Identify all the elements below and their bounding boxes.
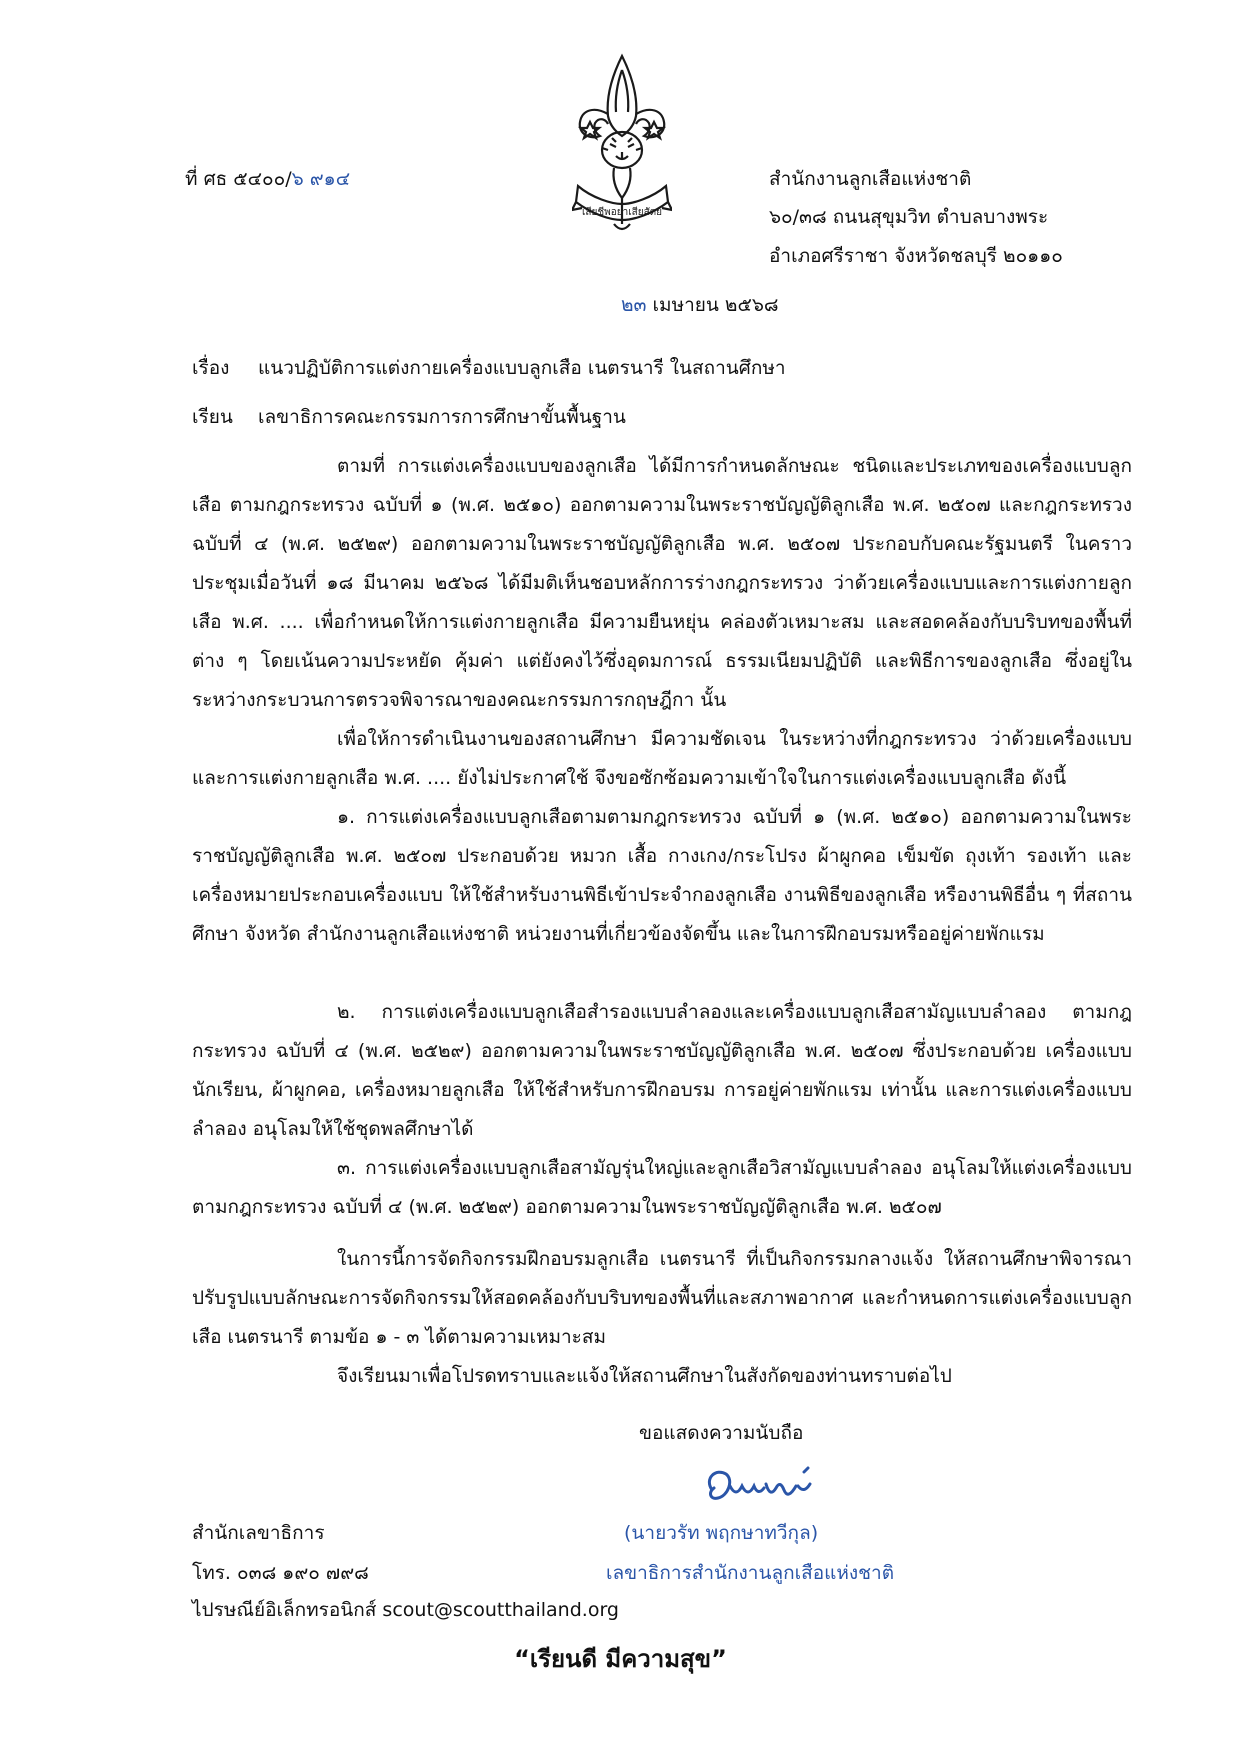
body-item-3: ๓. การแต่งเครื่องแบบลูกเสือสามัญรุ่นใหญ่และลูกเสือวิสามัญแบบลำลอง อนุโลมให้แต่งเครื่องแบบตามกฎกระทรวง ฉบับที่ ๔ (พ.ศ. ๒๕๒๙) ออกตามความในพระราชบัญญัติลูกเสือ พ.ศ. ๒๕๐๗ <box>192 1157 1132 1218</box>
contact-office: สำนักเลขาธิการ <box>192 1522 325 1544</box>
signer-title: เลขาธิการสำนักงานลูกเสือแห่งชาติ <box>606 1562 895 1584</box>
date-month-year: เมษายน ๒๕๖๘ <box>646 294 779 316</box>
reference-prefix: ที่ ศธ ๕๔๐๐/ <box>185 168 292 190</box>
body-paragraph-3: ในการนี้การจัดกิจกรรมฝึกอบรมลูกเสือ เนตรนารี ที่เป็นกิจกรรมกลางแจ้ง ให้สถานศึกษาพิจารณาปรับรูปแบบลักษณะการจัดกิจกรรมให้สอดคล้องกับบริบทของพื้นที่และสภาพอากาศ และกำหนดการแต่งเครื่องแบบลูกเสือ เนตรนารี ตามข้อ ๑ - ๓ ได้ตามความเหมาะสม <box>192 1248 1132 1348</box>
signer-name: (นายวรัท พฤกษาทวีกุล) <box>624 1522 819 1544</box>
reference-number <box>185 166 350 192</box>
handwritten-signature <box>700 1460 830 1520</box>
recipient-text: เลขาธิการคณะกรรมการการศึกษาขั้นพื้นฐาน <box>258 406 626 428</box>
body-item-1: ๑. การแต่งเครื่องแบบลูกเสือตามตามกฎกระทรวง ฉบับที่ ๑ (พ.ศ. ๒๕๑๐) ออกตามความในพระราชบัญญัติลูกเสือ พ.ศ. ๒๕๐๗ ประกอบด้วย หมวก เสื้อ กางเกง/กระโปรง ผ้าผูกคอ เข็มขัด ถุงเท้า รองเท้า และเครื่องหมายประกอบเครื่องแบบ ให้ใช้สำหรับงานพิธีเข้าประจำกองลูกเสือ งานพิธีของลูกเสือ หรืองานพิธีอื่น ๆ ที่สถานศึกษา จังหวัด สำนักงานลูกเสือแห่งชาติ หน่วยงานที่เกี่ยวข้องจัดขึ้น และในการฝึกอบรมหรืออยู่ค่ายพักแรม <box>192 806 1132 945</box>
subject-text: แนวปฏิบัติการแต่งกายเครื่องแบบลูกเสือ เนตรนารี ในสถานศึกษา <box>258 357 786 379</box>
salutation: ขอแสดงความนับถือ <box>639 1422 804 1444</box>
body-paragraph-1: ตามที่ การแต่งเครื่องแบบของลูกเสือ ได้มีการกำหนดลักษณะ ชนิดและประเภทของเครื่องแบบลูกเสือ ตามกฎกระทรวง ฉบับที่ ๑ (พ.ศ. ๒๕๑๐) ออกตามความในพระราชบัญญัติลูกเสือ พ.ศ. ๒๕๐๗ และกฎกระทรวง ฉบับที่ ๔ (พ.ศ. ๒๕๒๙) ออกตามความในพระราชบัญญัติลูกเสือ พ.ศ. ๒๕๐๗ ประกอบกับคณะรัฐมนตรี ในคราวประชุมเมื่อวันที่ ๑๘ มีนาคม ๒๕๖๘ ได้มีมติเห็นชอบหลักการร่างกฎกระทรวง ว่าด้วยเครื่องแบบและการแต่งกายลูกเสือ พ.ศ. .... เพื่อกำหนดให้การแต่งกายลูกเสือ มีความยืนหยุ่น คล่องตัวเหมาะสม และสอดคล้องกับบริบทของพื้นที่ต่าง ๆ โดยเน้นความประหยัด คุ้มค่า แต่ยังคงไว้ซึ่งอุดมการณ์ ธรรมเนียมปฏิบัติ และพิธีการของลูกเสือ ซึ่งอยู่ในระหว่างกระบวนการตรวจพิจารณาของคณะกรรมการกฤษฎีกา นั้น <box>192 455 1132 711</box>
letter-date <box>621 292 779 318</box>
body-paragraph-2: เพื่อให้การดำเนินงานของสถานศึกษา มีความชัดเจน ในระหว่างที่กฎกระทรวง ว่าด้วยเครื่องแบบและการแต่งกายลูกเสือ พ.ศ. .... ยังไม่ประกาศใช้ จึงขอซักซ้อมความเข้าใจในการแต่งเครื่องแบบลูกเสือ ดังนี้ <box>192 728 1132 789</box>
contact-phone: โทร. ๐๓๘ ๑๙๐ ๗๙๘ <box>192 1562 369 1584</box>
recipient-label: เรียน <box>192 406 233 428</box>
body-paragraph-4: จึงเรียนมาเพื่อโปรดทราบและแจ้งให้สถานศึกษาในสังกัดของท่านทราบต่อไป <box>337 1365 952 1387</box>
address-line-1: ๖๐/๓๘ ถนนสุขุมวิท ตำบลบางพระ <box>769 206 1049 228</box>
emblem-motto: เสียชีพอย่าเสียสัตย์ <box>581 207 663 218</box>
closing-slogan: “เรียนดี มีความสุข” <box>514 1645 727 1673</box>
address-line-2: อำเภอศรีราชา จังหวัดชลบุรี ๒๐๑๑๐ <box>769 245 1063 267</box>
org-name: สำนักงานลูกเสือแห่งชาติ <box>769 168 972 190</box>
date-day-handwritten: ๒๓ <box>621 294 647 316</box>
subject-label: เรื่อง <box>192 357 230 379</box>
scout-emblem <box>572 52 672 240</box>
contact-email: ไปรษณีย์อิเล็กทรอนิกส์ scout@scoutthailand.org <box>192 1599 619 1621</box>
body-item-2: ๒. การแต่งเครื่องแบบลูกเสือสำรองแบบลำลองและเครื่องแบบลูกเสือสามัญแบบลำลอง ตามกฎกระทรวง ฉบับที่ ๔ (พ.ศ. ๒๕๒๙) ออกตามความในพระราชบัญญัติลูกเสือ พ.ศ. ๒๕๐๗ ซึ่งประกอบด้วย เครื่องแบบนักเรียน, ผ้าผูกคอ, เครื่องหมายลูกเสือ ให้ใช้สำหรับการฝึกอบรม การอยู่ค่ายพักแรม เท่านั้น และการแต่งเครื่องแบบลำลอง อนุโลมให้ใช้ชุดพลศึกษาได้ <box>192 1001 1132 1140</box>
reference-handwritten-number: ๖ ๙๑๔ <box>291 168 351 190</box>
